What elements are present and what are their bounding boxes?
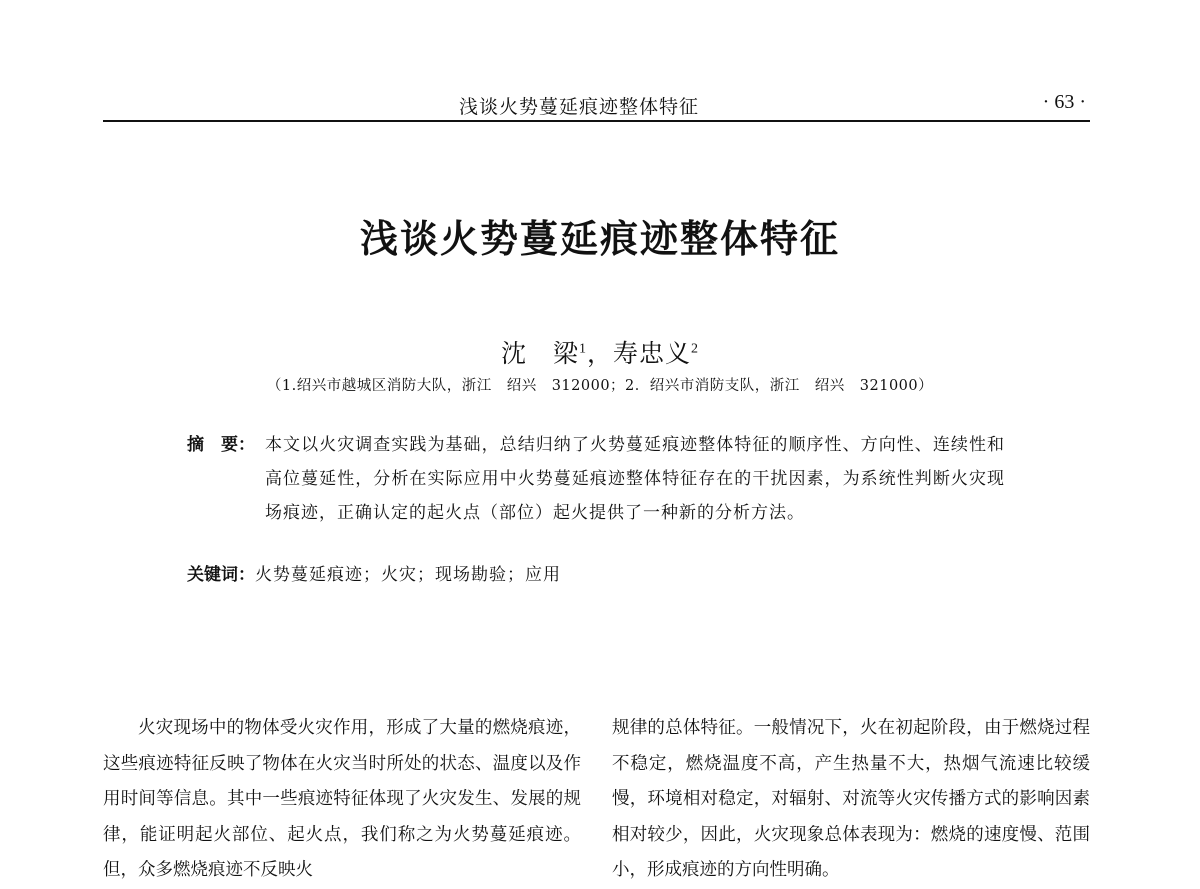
abstract-label: 摘 要：: [187, 435, 255, 455]
body-paragraph-continued: 规律的总体特征。一般情况下，火在初起阶段，由于燃烧过程不稳定，燃烧温度不高，产生热量不大，热烟气流速比较缓慢，环境相对稳定，对辐射、对流等火灾传播方式的影响因素相对较少，因此，火灾现象总体表现为：燃烧的速度慢、范围小，形成痕迹的方向性明确。: [612, 718, 1090, 880]
keywords-text: 火势蔓延痕迹；火灾；现场勘验；应用: [255, 565, 561, 585]
affiliations: （1.绍兴市越城区消防大队，浙江 绍兴 312000；2．绍兴市消防支队，浙江 绍兴 321000）: [266, 378, 934, 394]
page-number: · 63 ·: [1042, 91, 1086, 113]
running-header-title: 浅谈火势蔓延痕迹整体特征: [459, 96, 700, 118]
keywords-label: 关键词：: [187, 565, 255, 585]
body-left-column: [103, 711, 581, 889]
author-2: 寿忠义: [613, 339, 692, 368]
article-title: 浅谈火势蔓延痕迹整体特征: [359, 217, 840, 261]
keywords: [187, 558, 1005, 592]
body-right-column: [612, 711, 1090, 889]
author-1: 沈 梁: [500, 339, 579, 368]
body-paragraph: 火灾现场中的物体受火灾作用，形成了大量的燃烧痕迹，这些痕迹特征反映了物体在火灾当时所处的状态、温度以及作用时间等信息。其中一些痕迹特征体现了火灾发生、发展的规律，能证明起火部位、起火点，我们称之为火势蔓延痕迹。但，众多燃烧痕迹不反映火: [103, 718, 581, 880]
author-1-affil-mark: 1: [578, 341, 587, 357]
running-header: [103, 88, 1090, 122]
abstract-text: 本文以火灾调查实践为基础，总结归纳了火势蔓延痕迹整体特征的顺序性、方向性、连续性和高位蔓延性，分析在实际应用中火势蔓延痕迹整体特征存在的干扰因素，为系统性判断火灾现场痕迹，正确认定的起火点（部位）起火提供了一种新的分析方法。: [265, 435, 1005, 523]
author-2-affil-mark: 2: [691, 341, 700, 357]
author-separator: ，: [586, 339, 613, 368]
authors: [0, 334, 1200, 370]
